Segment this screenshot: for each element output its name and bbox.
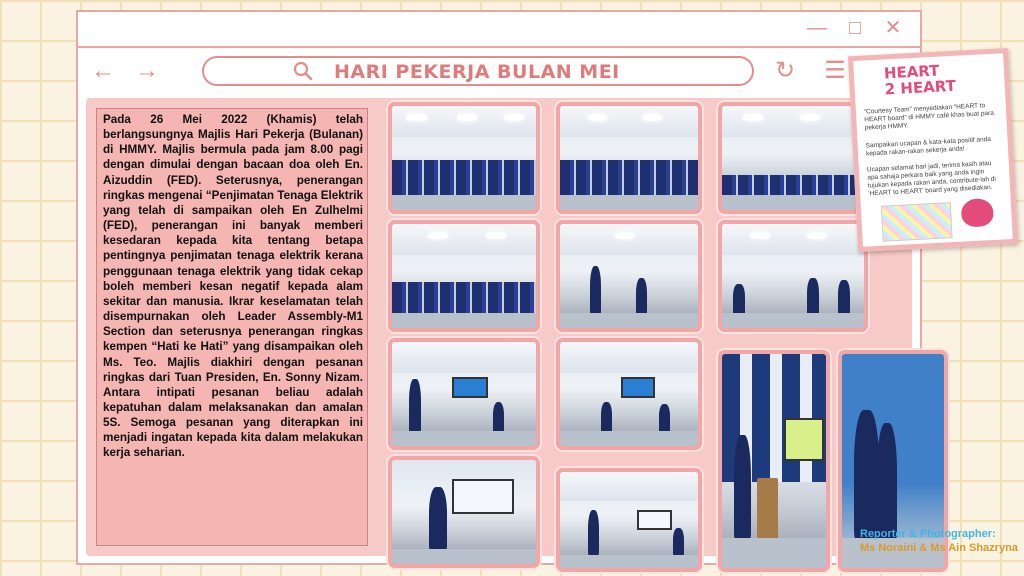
event-photo <box>388 102 540 214</box>
reload-icon[interactable]: ↻ <box>774 57 796 84</box>
search-icon <box>292 60 314 82</box>
forward-arrow-icon[interactable]: → <box>135 57 159 84</box>
poster-text: Ucapan selamat hari jadi, terima kasih atau apa sahaja perkara baik yang anda ingin tujukan kepada rakan anda, contribute-lah di ‘HEART to HEART’ board yang disediakan. <box>866 159 997 198</box>
poster-title-line: HEART <box>883 61 940 83</box>
poster-title-line: 2 HEART <box>884 76 957 99</box>
address-bar[interactable] <box>202 56 754 86</box>
menu-icon[interactable]: ☰ <box>824 57 846 84</box>
event-photo <box>556 102 702 214</box>
heart-icon <box>961 198 994 228</box>
maximize-icon[interactable]: □ <box>848 17 862 39</box>
board-image <box>881 202 953 242</box>
article-text: Pada 26 Mei 2022 (Khamis) telah berlangsungnya Majlis Hari Pekerja (Bulanan) di HMMY. Majlis bermula pada jam 8.00 pagi dengan dimulai dengan bacaan doa oleh En. Aizuddin (FED). Seterusnya, penerangan ringkas mengenai “Penjimatan Tenaga Elektrik yang telah di sampaikan oleh En Zulhelmi (FED), penerangan ini banyak memberi kesedaran kepada kita tentang betapa pentingnya penjimatan tenaga elektrik kerana penggunaan tenaga elektrik yang tidak cekap boleh memberi kesan negatif kepada alam sekitar dan manusia. Ikrar keselamatan telah disempurnakan oleh Leader Assembly-M1 Section dan seterusnya penerangan ringkas kempen “Hati ke Hati” yang disampaikan oleh Ms. Teo. Majlis diakhiri dengan pesanan ringkas dari Tuan Presiden, En. Sonny Nizam. Antara intipati pesanan beliau adalah kepatuhan dalam melaksanakan dan amalan 5S. Semoga pesanan yang diterapkan ini menjadi ingatan kepada kita dalam melakukan kerja seharian. <box>96 108 368 546</box>
credit <box>860 527 1018 555</box>
browser-window <box>76 10 922 565</box>
minimize-icon[interactable]: — <box>807 17 827 39</box>
credit-role: Reporter & Photographer: <box>860 528 996 540</box>
nav-bar <box>78 48 920 96</box>
poster-title <box>884 62 957 98</box>
back-arrow-icon[interactable]: ← <box>91 57 115 84</box>
event-photo <box>556 220 702 332</box>
event-photo <box>388 338 540 450</box>
event-photo <box>718 102 868 214</box>
page-title: HARI PEKERJA BULAN MEI <box>334 61 620 83</box>
event-photo <box>388 456 540 568</box>
heart-to-heart-poster <box>848 48 1018 252</box>
poster-text: Sampaikan ucapan & kata-kata positif anda kepada rakan-rakan sekerja anda! <box>865 135 992 158</box>
event-photo <box>556 338 702 450</box>
poster-text: “Courtesy Team” menyediakan “HEART to HEART board” di HMMY café khas buat para pekerja HMMY. <box>863 102 995 132</box>
content-panel <box>86 98 912 556</box>
credit-names: Ms Noraini & Ms Ain Shazryna <box>860 542 1018 554</box>
title-bar <box>78 12 920 48</box>
event-photo <box>718 350 830 572</box>
event-photo <box>388 220 540 332</box>
event-photo <box>718 220 868 332</box>
close-icon[interactable]: ✕ <box>884 17 902 39</box>
event-photo <box>556 468 702 572</box>
